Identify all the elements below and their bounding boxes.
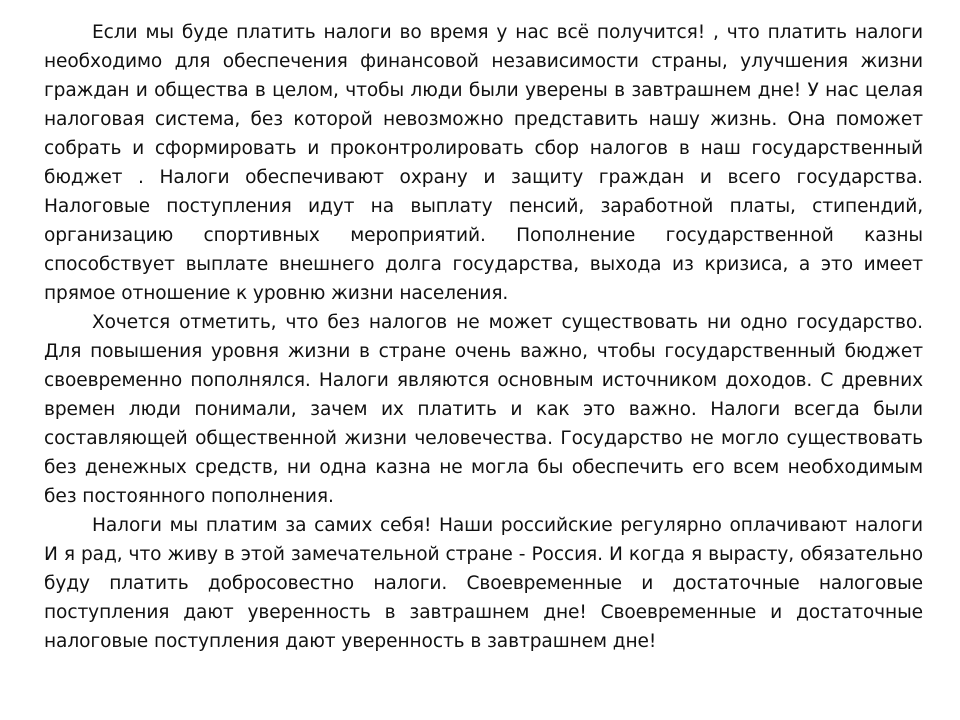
- paragraph-1: Если мы буде платить налоги во время у нас всё получится! , что платить налоги необходимо для обеспечения финансовой независимости страны, улучшения жизни граждан и общества в целом, чтобы люди были уверены в завтрашнем дне! У нас целая налоговая система, без которой невозможно представить нашу жизнь. Она поможет собрать и сформировать и проконтролировать сбор налогов в наш государственный бюджет . Налоги обеспечивают охрану и защиту граждан и всего государства. Налоговые поступления идут на выплату пенсий, заработной платы, стипендий, организацию спортивных мероприятий. Пополнение государственной казны способствует выплате внешнего долга государства, выхода из кризиса, а это имеет прямое отношение к уровню жизни населения.: [44, 22, 923, 304]
- paragraph-2: Хочется отметить, что без налогов не может существовать ни одно государство. Для повышения уровня жизни в стране очень важно, чтобы государственный бюджет своевременно пополнялся. Налоги являются основным источником доходов. С древних времен люди понимали, зачем их платить и как это важно. Налоги всегда были составляющей общественной жизни человечества. Государство не могло существовать без денежных средств, ни одна казна не могла бы обеспечить его всем необходимым без постоянного пополнения.: [44, 312, 923, 507]
- paragraph-3: Налоги мы платим за самих себя! Наши российские регулярно оплачивают налоги И я рад, что живу в этой замечательной стране - Россия. И когда я вырасту, обязательно буду платить добросовестно налоги. Своевременные и достаточные налоговые поступления дают уверенность в завтрашнем дне! Своевременные и достаточные налоговые поступления дают уверенность в завтрашнем дне!: [44, 515, 923, 652]
- document-body: [44, 18, 923, 656]
